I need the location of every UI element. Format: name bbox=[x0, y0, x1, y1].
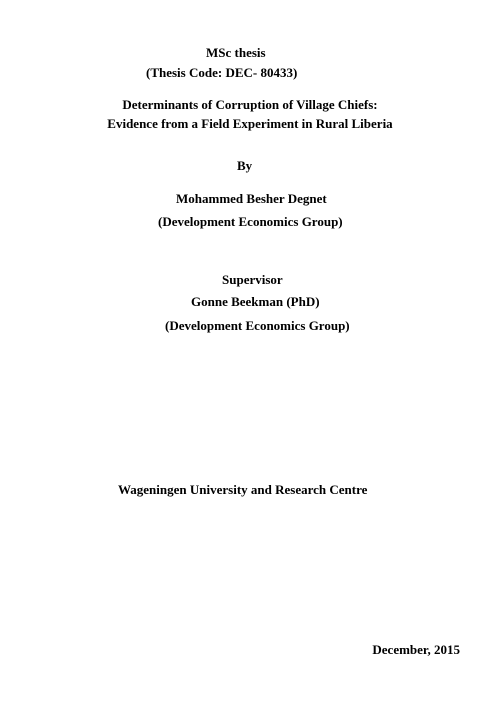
thesis-code: (Thesis Code: DEC- 80433) bbox=[146, 65, 298, 80]
submission-date: December, 2015 bbox=[372, 642, 460, 657]
degree-label: MSc thesis bbox=[206, 45, 266, 60]
by-label: By bbox=[237, 158, 253, 173]
thesis-title-line-2: Evidence from a Field Experiment in Rural Liberia bbox=[107, 116, 393, 131]
author-name: Mohammed Besher Degnet bbox=[176, 191, 327, 206]
institution-name: Wageningen University and Research Centre bbox=[118, 482, 368, 497]
supervisor-name: Gonne Beekman (PhD) bbox=[191, 294, 320, 309]
author-group: (Development Economics Group) bbox=[158, 214, 343, 229]
supervisor-label: Supervisor bbox=[222, 272, 283, 287]
supervisor-group: (Development Economics Group) bbox=[165, 318, 350, 333]
thesis-title-line-1: Determinants of Corruption of Village Chiefs: bbox=[122, 97, 378, 112]
